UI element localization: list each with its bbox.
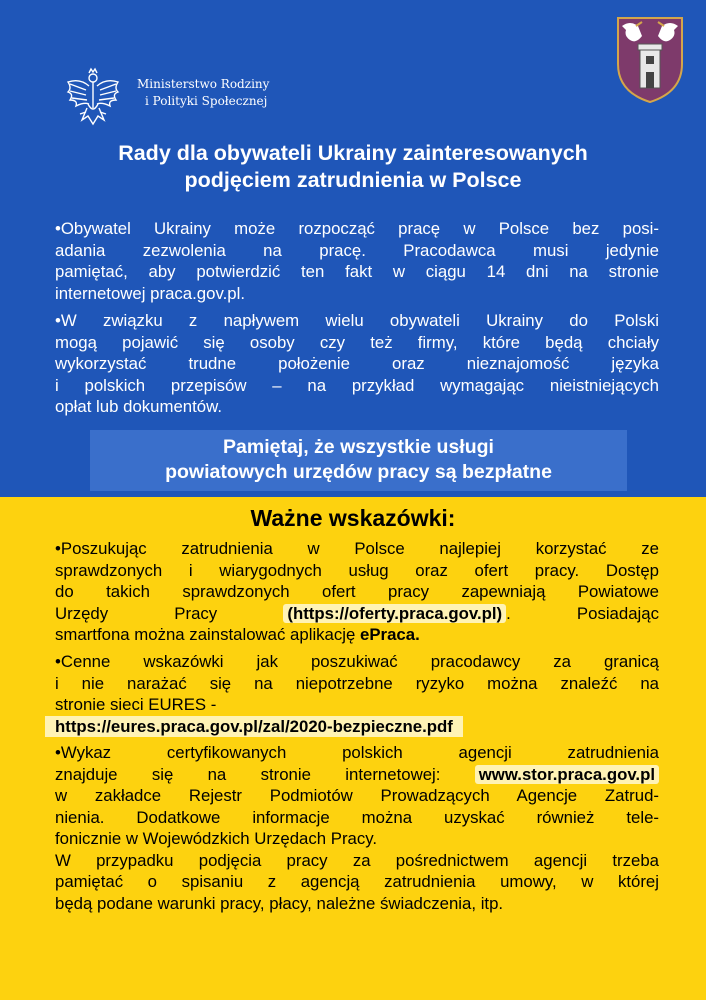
text-line: [55, 716, 659, 738]
text-line: •Wykaz certyfikowanych polskich agencji zatrudnienia: [55, 743, 659, 762]
text-line: i nie narażać się na niepotrzebne ryzyko można znaleźć na: [55, 673, 659, 693]
text-line: i polskich przepisów – na przykład wymagając nieistniejących: [55, 375, 659, 395]
text-line: stronie sieci EURES -: [55, 695, 217, 714]
text-line: [55, 603, 659, 625]
text-line: [55, 624, 659, 646]
text-line: w zakładce Rejestr Podmiotów Prowadzących Agencje Zatrud-: [55, 786, 659, 805]
text-line: będą podane warunki pracy, płacy, należne świadczenia, itp.: [55, 893, 504, 913]
text-line: •Poszukując zatrudnienia w Polsce najlepiej korzystać ze: [55, 539, 659, 558]
blue-section: [0, 0, 706, 497]
text-line: pamiętać o spisaniu z agencją zatrudnienia umowy, w której: [55, 872, 659, 891]
text-line: •Obywatel Ukrainy może rozpocząć pracę w Polsce bez posi-: [55, 219, 659, 238]
text-line: mogą pojawić się osoby czy też firmy, które będą chciały: [55, 332, 659, 352]
intro-paragraph-2: [55, 310, 659, 418]
tips-heading: Ważne wskazówki:: [250, 505, 456, 531]
title-line-1: Rady dla obywateli Ukrainy zainteresowanych: [118, 141, 588, 165]
text-line: •Cenne wskazówki jak poszukiwać pracodawcy za granicą: [55, 652, 659, 671]
ministry-line-2: i Polityki Społecznej: [145, 94, 268, 108]
text-line: [55, 764, 659, 786]
text-line: internetowej praca.gov.pl.: [55, 283, 245, 303]
tip-3: [55, 742, 659, 914]
county-coat-of-arms-icon: [612, 14, 688, 104]
text-line: sprawdzonych i wiarygodnych usług oraz ofert pracy. Dostęp: [55, 560, 659, 580]
ministry-name: [137, 76, 269, 110]
text-segment: znajduje się na stronie internetowej:: [55, 764, 475, 784]
tip-1: [55, 538, 659, 646]
free-services-banner: [90, 430, 627, 491]
tip-2: [55, 651, 659, 737]
text-line: •W związku z napływem wielu obywateli Ukrainy do Polski: [55, 311, 659, 330]
text-line: W przypadku podjęcia pracy za pośrednictwem agencji trzeba: [55, 850, 659, 870]
polish-eagle-icon: [62, 64, 124, 128]
text-line: nienia. Dodatkowe informacje można uzyskać również tele-: [55, 807, 659, 827]
title-line-2: podjęciem zatrudnienia w Polsce: [184, 168, 522, 192]
text-line: adania zezwolenia na pracę. Pracodawca musi jedynie: [55, 240, 659, 260]
text-segment: smartfona można zainstalować aplikację: [55, 625, 361, 644]
banner-line-2: powiatowych urzędów pracy są bezpłatne: [165, 461, 552, 483]
text-line: wykorzystać trudne położenie oraz nieznajomość języka: [55, 354, 659, 373]
oferty-link[interactable]: (https://oferty.praca.gov.pl): [283, 604, 506, 623]
text-segment: . Posiadając: [506, 603, 660, 623]
epraca-app-name: ePraca.: [360, 625, 420, 644]
text-segment: Urzędy Pracy: [55, 603, 218, 623]
stor-link[interactable]: www.stor.praca.gov.pl: [475, 765, 659, 784]
page-title: [40, 140, 666, 194]
text-line: opłat lub dokumentów.: [55, 397, 222, 416]
text-line: fonicznie w Wojewódzkich Urzędach Pracy.: [55, 829, 378, 848]
text-line: do takich sprawdzonych ofert pracy zapewniają Powiatowe: [55, 582, 659, 601]
text-line: pamiętać, aby potwierdzić ten fakt w ciągu 14 dni na stronie: [55, 262, 659, 281]
intro-paragraph-1: [55, 218, 659, 304]
banner-line-1: Pamiętaj, że wszystkie usługi: [223, 436, 494, 458]
ministry-line-1: Ministerstwo Rodziny: [137, 77, 270, 91]
eures-link[interactable]: https://eures.praca.gov.pl/zal/2020-bezpieczne.pdf: [45, 716, 463, 738]
